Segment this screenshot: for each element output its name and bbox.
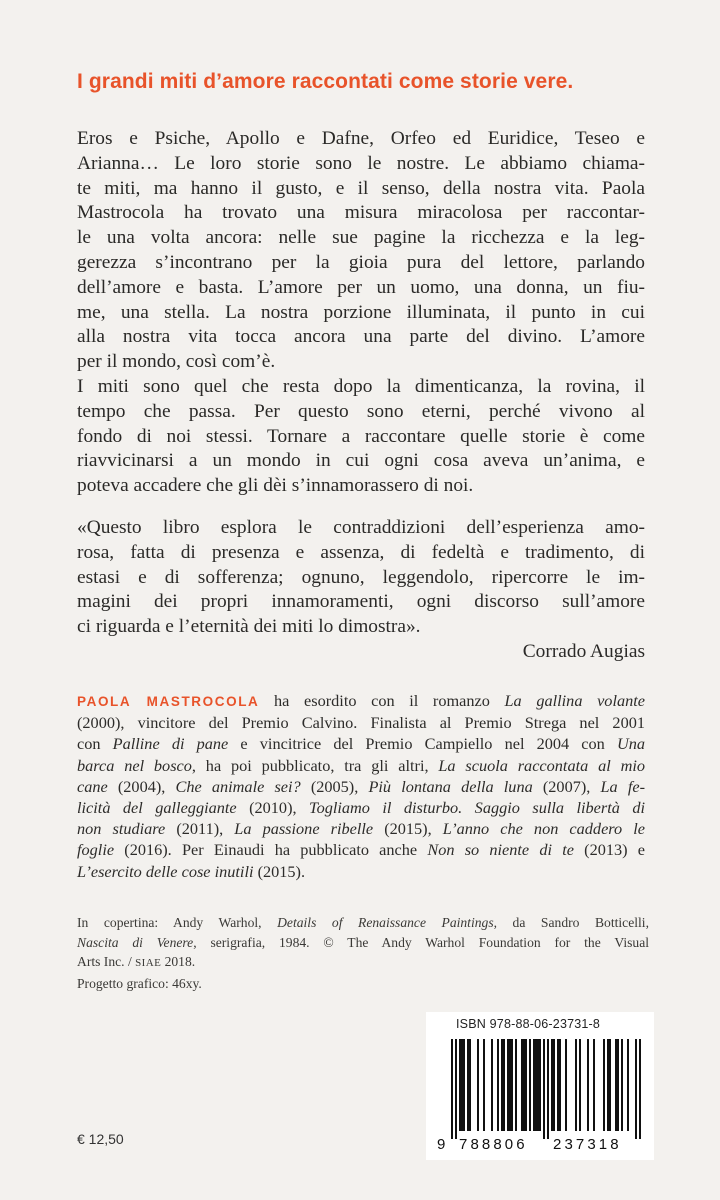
text-line: dell’amore e basta. L’amore per un uomo, una donna, un fiu-: [77, 276, 645, 298]
text-run: (2005),: [300, 776, 369, 796]
barcode-bar: [461, 1039, 463, 1131]
text-line: [77, 952, 649, 974]
barcode-bar: [501, 1039, 503, 1131]
barcode-bar: [463, 1039, 465, 1131]
isbn-barcode: [433, 1037, 648, 1157]
barcode-bar: [635, 1039, 637, 1139]
barcode-bar: [525, 1039, 527, 1131]
barcode-bar: [621, 1039, 623, 1131]
barcode-bar: [523, 1039, 525, 1131]
text-line: Mastrocola ha trovato una misura miracolosa per raccontar-: [77, 202, 645, 224]
barcode-bar: [551, 1039, 553, 1131]
barcode-digits: 9: [437, 1136, 449, 1153]
barcode-bar: [533, 1039, 535, 1131]
barcode-bar: [603, 1039, 605, 1131]
headline: I grandi miti d’amore raccontati come storie vere.: [77, 70, 574, 93]
barcode-bar: [537, 1039, 539, 1131]
isbn-label: ISBN 978-88-06-23731-8: [456, 1017, 601, 1031]
text-run: ha esordito con il romanzo: [259, 691, 505, 710]
author-name: PAOLA MASTROCOLA: [77, 694, 260, 709]
text-run: (2015).: [253, 861, 306, 881]
barcode-bar: [557, 1039, 559, 1131]
text-line: per il mondo, così com’è.: [77, 351, 276, 373]
text-line: te miti, ma hanno il gusto, e il senso, della nostra vita. Paola: [77, 177, 645, 199]
text-line: Arianna… Le loro storie sono le nostre. Le abbiamo chiama-: [77, 152, 645, 174]
artwork-title: Nascita di Venere: [77, 934, 194, 950]
text-line: Eros e Psiche, Apollo e Dafne, Orfeo ed Euridice, Teseo e: [77, 128, 645, 149]
barcode-bar: [547, 1039, 549, 1139]
barcode-bar: [617, 1039, 619, 1131]
text-line: [77, 755, 645, 776]
text-line: I miti sono quel che resta dopo la dimenticanza, la rovina, il: [77, 376, 645, 397]
barcode-bar: [497, 1039, 499, 1131]
text-line: tempo che passa. Per questo sono eterni, perché vivono al: [77, 400, 645, 422]
barcode-bar: [467, 1039, 469, 1131]
barcode-bar: [507, 1039, 509, 1131]
barcode-bar: [455, 1039, 457, 1139]
barcode-bar: [543, 1039, 545, 1139]
graphic-design-credit: Progetto grafico: 46xy.: [77, 975, 202, 991]
barcode-digits: 788806: [459, 1136, 528, 1153]
barcode-bar: [515, 1039, 517, 1131]
barcode-bar: [535, 1039, 537, 1131]
text-line: me, una stella. La nostra porzione illuminata, il punto in cui: [77, 301, 645, 323]
text-run: Arts Inc. /: [77, 954, 136, 969]
text-run: , da Sandro Botticelli,: [493, 915, 649, 930]
text-line: riavvicinarsi a un mondo in cui ogni cosa aveva un’anima, e: [77, 450, 645, 472]
barcode-bar: [503, 1039, 505, 1131]
barcode-bar: [451, 1039, 453, 1139]
barcode-bar: [469, 1039, 471, 1131]
book-title: L’anno che non caddero le: [442, 819, 645, 839]
barcode-bar: [529, 1039, 531, 1131]
author-bio: [77, 690, 645, 882]
text-line: poteva accadere che gli dèi s’innamorassero di noi.: [77, 475, 474, 497]
text-run: (2015),: [373, 819, 443, 839]
text-run: (2007),: [532, 776, 601, 796]
book-title: Più lontana della luna: [368, 776, 533, 796]
text-line: [77, 818, 645, 839]
book-title: Una: [616, 734, 646, 754]
synopsis-paragraph-2: [77, 375, 645, 499]
text-line: [77, 913, 649, 933]
text-line: [77, 776, 645, 797]
text-run: , serigrafia, 1984. © The Andy Warhol Foundation for the Visual: [193, 934, 650, 950]
book-title: cane: [77, 776, 108, 796]
text-run: 2018.: [161, 954, 196, 969]
barcode-bar: [483, 1039, 485, 1131]
text-line: estasi e di sofferenza; ognuno, leggendolo, ripercorre le im-: [77, 566, 645, 588]
text-line: [77, 690, 645, 712]
barcode-bar: [539, 1039, 541, 1131]
barcode-bar: [609, 1039, 611, 1131]
book-title: Che animale sei?: [175, 776, 301, 796]
barcode-bar: [553, 1039, 555, 1131]
blurb-quote: [77, 516, 645, 640]
barcode-bar: [593, 1039, 595, 1131]
barcode-bar: [627, 1039, 629, 1131]
barcode-bar: [491, 1039, 493, 1131]
text-line: alla nostra vita tocca ancora una parte del divino. L’amore: [77, 326, 645, 348]
text-run: (2016). Per Einaudi ha pubblicato anche: [114, 840, 428, 860]
text-run: (2010),: [236, 798, 310, 818]
barcode-bar: [521, 1039, 523, 1131]
artwork-title: Details of Renaissance Paintings: [277, 915, 494, 930]
text-line: [77, 861, 645, 882]
barcode-bar: [575, 1039, 577, 1131]
text-run: (2004),: [107, 776, 176, 796]
book-title: Non so niente di te: [427, 840, 574, 860]
synopsis-paragraph-1: [77, 127, 645, 375]
book-title: La fe-: [600, 776, 646, 796]
book-title: licità del galleggiante: [77, 798, 237, 818]
barcode-bar: [565, 1039, 567, 1131]
barcode-bar: [509, 1039, 511, 1131]
text-line: [77, 839, 645, 860]
book-title: La scuola raccontata al mio: [438, 755, 645, 775]
text-run: SIAE: [135, 957, 162, 969]
book-title: foglie: [77, 840, 115, 860]
book-title: non studiare: [77, 819, 166, 839]
text-line: [77, 797, 645, 818]
barcode-bar: [477, 1039, 479, 1131]
book-title: barca nel bosco: [77, 755, 192, 775]
text-line: «Questo libro esplora le contraddizioni dell’esperienza amo-: [77, 517, 645, 538]
barcode-bar: [579, 1039, 581, 1131]
cover-credits: [77, 913, 649, 993]
text-run: (2013) e: [573, 840, 645, 860]
text-run: In copertina: Andy Warhol,: [77, 915, 278, 930]
text-line: rosa, fatta di presenza e assenza, di fedeltà e tradimento, di: [77, 541, 645, 563]
barcode-bar: [615, 1039, 617, 1131]
barcode-bar: [459, 1039, 461, 1131]
book-title: Palline di pane: [112, 734, 229, 754]
barcode-bar: [607, 1039, 609, 1131]
text-line: (2000), vincitore del Premio Calvino. Finalista al Premio Strega nel 2001: [77, 713, 645, 733]
text-line: ci riguarda e l’eternità dei miti lo dimostra».: [77, 616, 421, 638]
text-run: (2011),: [165, 819, 235, 839]
text-line: magini dei propri innamoramenti, ogni discorso sull’amore: [77, 591, 645, 613]
text-run: , ha poi pubblicato, tra gli altri,: [191, 755, 439, 775]
text-run: con: [77, 734, 113, 754]
barcode-bar: [511, 1039, 513, 1131]
barcode-bar: [639, 1039, 641, 1139]
book-title: La gallina volante: [504, 691, 646, 710]
quote-attribution: Corrado Augias: [522, 641, 645, 662]
book-title: La passione ribelle: [234, 819, 374, 839]
price-label: € 12,50: [77, 1131, 124, 1147]
text-line: fondo di noi stessi. Tornare a raccontare quelle storie è come: [77, 425, 645, 447]
barcode-bar: [559, 1039, 561, 1131]
text-line: gerezza s’incontrano per la gioia pura del lettore, parlando: [77, 251, 645, 273]
barcode-digits: 237318: [553, 1136, 622, 1153]
barcode-bar: [587, 1039, 589, 1131]
book-title: L’esercito delle cose inutili: [77, 861, 254, 881]
book-title: Togliamo il disturbo. Saggio sulla libertà di: [309, 798, 645, 818]
text-line: le una volta ancora: nelle sue pagine la ricchezza e la leg-: [77, 227, 645, 249]
text-line: [77, 933, 649, 953]
text-run: e vincitrice del Premio Campiello nel 2004 con: [228, 734, 617, 754]
text-line: [77, 733, 645, 754]
